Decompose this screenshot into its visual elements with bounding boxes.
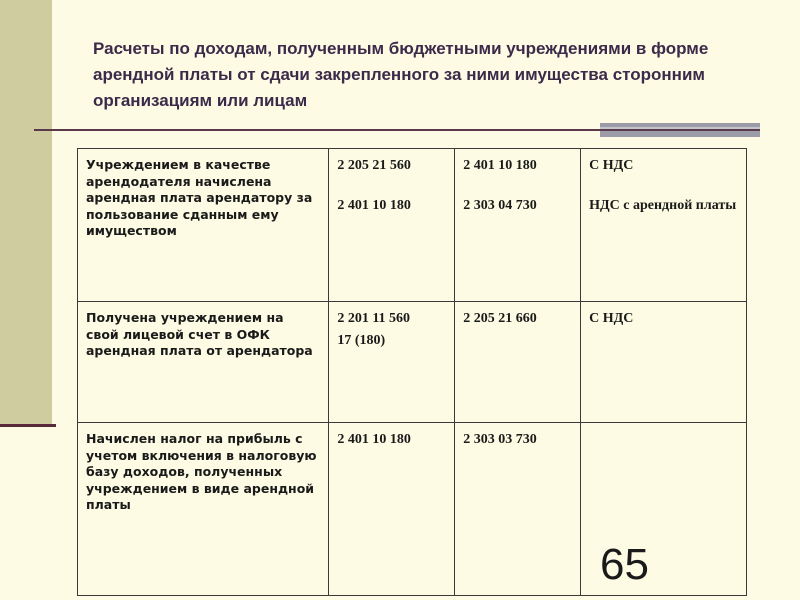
credit-account: 2 205 21 660 [463,311,537,326]
decorative-sidebar [0,0,52,427]
note-cell [581,149,747,302]
entry-description: Получена учреждением на свой лицевой счет в ОФК арендная плата от арендатора [78,302,329,423]
debit-account: 2 401 10 180 [337,432,411,447]
sidebar-accent-line [0,424,56,427]
entry-description: Начислен налог на прибыль с учетом включения в налоговую базу доходов, полученных учреждением в виде арендной платы [78,423,329,596]
credit-accounts-cell [455,149,581,302]
credit-accounts-cell [455,423,581,596]
note-text: С НДС [589,311,634,326]
table-row [78,302,747,423]
credit-account: 2 303 04 730 [463,198,537,213]
debit-account: 2 401 10 180 [337,198,411,213]
credit-accounts-cell [455,302,581,423]
debit-accounts-cell [329,423,455,596]
note-text: НДС с арендной платы [589,198,737,213]
credit-account: 2 303 03 730 [463,432,537,447]
accounting-entries-table [77,148,747,596]
debit-account: 17 (180) [337,333,386,348]
note-cell [581,302,747,423]
credit-account: 2 401 10 180 [463,158,537,173]
debit-account: 2 205 21 560 [337,158,411,173]
page-number: 65 [600,540,649,589]
slide-title: Расчеты по доходам, полученным бюджетными учреждениями в форме арендной платы от сдачи закрепленного за ними имущества сторонним организациям или лицам [93,39,709,110]
table-row [78,149,747,302]
debit-accounts-cell [329,149,455,302]
entry-description: Учреждением в качестве арендодателя начислена арендная плата арендатору за пользование сданным ему имуществом [78,149,329,302]
debit-account: 2 201 11 560 [337,311,411,326]
debit-accounts-cell [329,302,455,423]
note-text: С НДС [589,158,634,173]
title-underline-rule [34,129,760,131]
